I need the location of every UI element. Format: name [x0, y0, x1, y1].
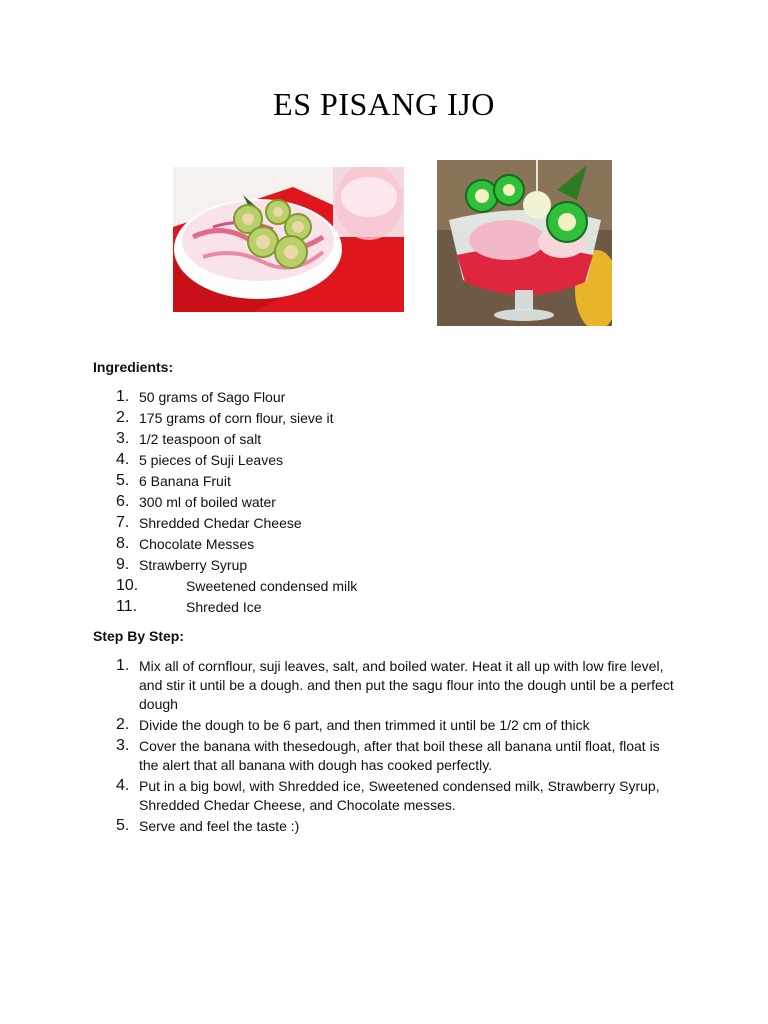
page-title: ES PISANG IJO	[273, 86, 495, 122]
glass-dessert-photo	[437, 160, 612, 326]
list-item: 5. Serve and feel the taste :)	[116, 817, 300, 834]
list-item: 9. Strawberry Syrup	[116, 556, 248, 573]
list-item: 2. Divide the dough to be 6 part, and then trimmed it until be 1/2 cm of thick	[116, 716, 590, 733]
list-item: 1. Mix all of cornflour, suji leaves, salt, and boiled water. Heat it all up with low fire level, and stir it until be a dough. and then put the sagu flour into the dough until be a perfect dough	[116, 657, 674, 712]
list-item: 11. Shreded Ice	[116, 598, 262, 615]
list-item: 6. 300 ml of boiled water	[116, 493, 276, 510]
bowl-dessert-photo	[173, 167, 404, 312]
ingredients-list	[93, 387, 693, 618]
ingredients-heading: Ingredients:	[93, 359, 174, 375]
list-item: 8. Chocolate Messes	[116, 535, 255, 552]
list-item: 4. 5 pieces of Suji Leaves	[116, 451, 283, 468]
list-item: 5. 6 Banana Fruit	[116, 472, 231, 489]
steps-heading: Step By Step:	[93, 628, 185, 644]
list-item: 4. Put in a big bowl, with Shredded ice, Sweetened condensed milk, Strawberry Syrup, Shredded Chedar Cheese, and Chocolate messes.	[116, 777, 660, 813]
list-item: 3. 1/2 teaspoon of salt	[116, 430, 262, 447]
list-item: 7. Shredded Chedar Cheese	[116, 514, 302, 531]
list-item: 1. 50 grams of Sago Flour	[116, 388, 286, 405]
list-item: 2. 175 grams of corn flour, sieve it	[116, 409, 334, 426]
list-item: 3. Cover the banana with thesedough, after that boil these all banana until float, float is the alert that all banana with dough has cooked perfectly.	[116, 737, 660, 773]
list-item: 10. Sweetened condensed milk	[116, 577, 358, 594]
steps-list	[93, 657, 683, 838]
